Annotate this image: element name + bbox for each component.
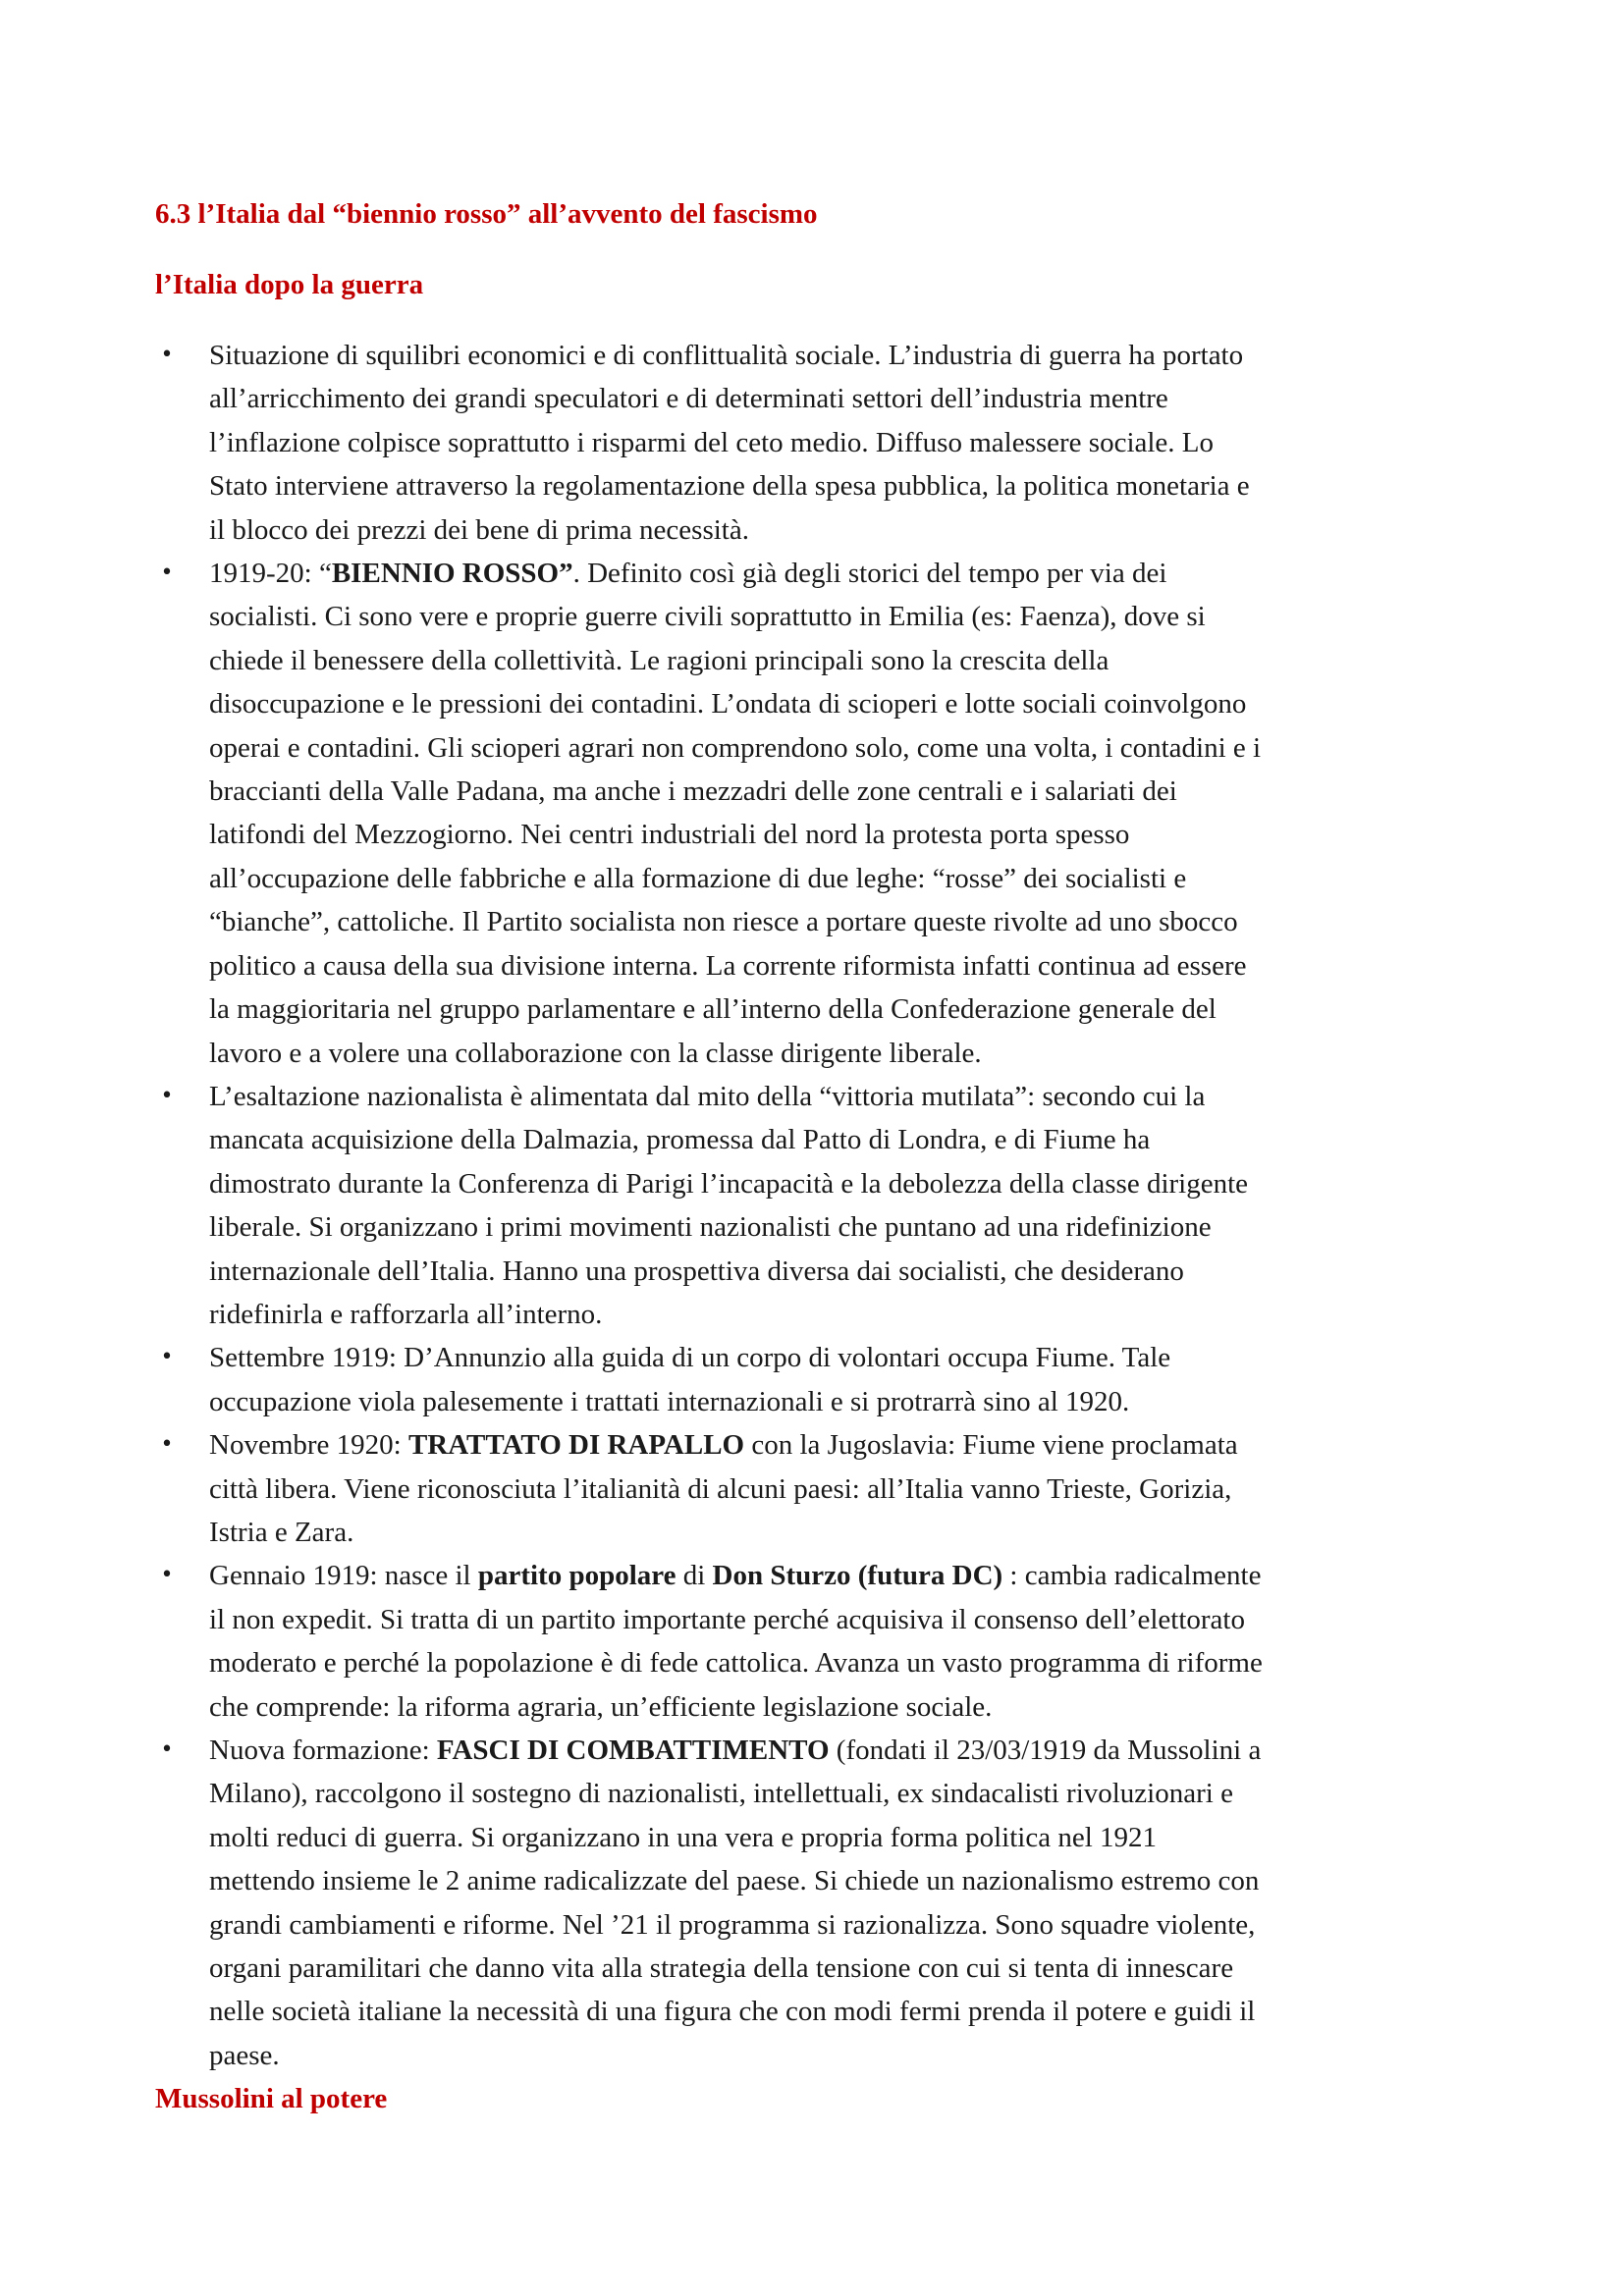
bold-term: ”	[559, 558, 573, 590]
text-fragment: ridefinirla e rafforzarla all’interno.	[209, 1298, 603, 1330]
list-item-text	[209, 334, 1486, 552]
text-fragment: occupazione viola palesemente i trattati internazionali e si protrarrà sino al 1920.	[209, 1385, 1130, 1417]
text-fragment: braccianti della Valle Padana, ma anche i mezzadri delle zone centrali e i salariati dei	[209, 775, 1177, 808]
text-fragment: Stato interviene attraverso la regolamentazione della spesa pubblica, la politica monetaria e	[209, 470, 1250, 503]
text-fragment: organi paramilitari che danno vita alla strategia della tensione con cui si tenta di innescare	[209, 1952, 1234, 1985]
text-fragment: Istria e Zara.	[209, 1516, 354, 1548]
section-heading-italia-dopo-la-guerra: l’Italia dopo la guerra	[155, 269, 424, 300]
text-fragment: Gennaio 1919: nasce il	[209, 1560, 478, 1592]
list-item	[160, 334, 1486, 552]
text-fragment: dimostrato durante la Conferenza di Parigi l’incapacità e la debolezza della classe dirigente	[209, 1167, 1249, 1200]
bold-term: BIENNIO ROSSO	[331, 558, 560, 590]
bullet-icon: •	[160, 343, 174, 367]
text-fragment: lavoro e a volere una collaborazione con la classe dirigente liberale.	[209, 1037, 982, 1069]
bullet-icon: •	[160, 1083, 174, 1108]
text-fragment: liberale. Si organizzano i primi movimenti nazionalisti che puntano ad una ridefinizione	[209, 1211, 1212, 1244]
text-fragment: nelle società italiane la necessità di una figura che con modi fermi prenda il potere e guidi il	[209, 1996, 1256, 2028]
list-item-text	[209, 1075, 1486, 1336]
text-fragment: città libera. Viene riconosciuta l’italianità di alcuni paesi: all’Italia vanno Trieste, Gorizia,	[209, 1472, 1232, 1505]
text-fragment: di	[676, 1560, 713, 1592]
bold-term: partito popolare	[477, 1560, 676, 1592]
list-item	[160, 1729, 1486, 2077]
text-fragment: socialisti. Ci sono vere e proprie guerre civili soprattutto in Emilia (es: Faenza), dove si	[209, 601, 1206, 633]
list-item-text	[209, 1423, 1486, 1554]
text-fragment: che comprende: la riforma agraria, un’efficiente legislazione sociale.	[209, 1690, 993, 1723]
text-fragment: la maggioritaria nel gruppo parlamentare e all’interno della Confederazione generale del	[209, 993, 1217, 1026]
text-fragment: grandi cambiamenti e riforme. Nel ’21 il programma si razionalizza. Sono squadre violente,	[209, 1908, 1256, 1941]
bullet-icon: •	[160, 1432, 174, 1458]
bold-term: FASCI DI COMBATTIMENTO	[436, 1735, 830, 1766]
text-fragment: disoccupazione e le pressioni dei contadini. L’ondata di scioperi e lotte sociali coinvolgono	[209, 688, 1247, 721]
text-fragment: molti reduci di guerra. Si organizzano in una vera e propria forma politica nel 1921	[209, 1821, 1158, 1853]
text-fragment: Nuova formazione:	[209, 1735, 437, 1766]
text-fragment: 1919-20: “	[209, 558, 332, 590]
list-item	[160, 1423, 1486, 1554]
text-fragment: . Definito così già degli storici del tempo per via dei	[572, 558, 1167, 590]
text-fragment: il non expedit. Si tratta di un partito importante perché acquisiva il consenso dell’elettorato	[209, 1603, 1245, 1635]
list-item-text	[209, 1729, 1486, 2077]
list-item	[160, 1554, 1486, 1729]
text-fragment: : cambia radicalmente	[1002, 1560, 1262, 1592]
list-item	[160, 552, 1486, 1075]
text-fragment: Situazione di squilibri economici e di conflittualità sociale. L’industria di guerra ha portato	[209, 340, 1244, 371]
list-item	[160, 1075, 1486, 1336]
text-fragment: l’inflazione colpisce soprattutto i risparmi del ceto medio. Diffuso malessere sociale. Lo	[209, 426, 1215, 458]
text-fragment: moderato e perché la popolazione è di fede cattolica. Avanza un vasto programma di riforme	[209, 1647, 1263, 1680]
text-fragment: politico a causa della sua divisione interna. La corrente riformista infatti continua ad essere	[209, 949, 1247, 982]
text-fragment: Settembre 1919: D’Annunzio alla guida di un corpo di volontari occupa Fiume. Tale	[209, 1342, 1171, 1374]
list-item-text	[209, 1336, 1486, 1423]
text-fragment: latifondi del Mezzogiorno. Nei centri industriali del nord la protesta porta spesso	[209, 819, 1130, 851]
text-fragment: mettendo insieme le 2 anime radicalizzate del paese. Si chiede un nazionalismo estremo con	[209, 1865, 1260, 1897]
bold-term: Don Sturzo (futura DC)	[712, 1560, 1003, 1592]
text-fragment: (fondati il 23/03/1919 da Mussolini a	[829, 1735, 1262, 1766]
bullet-icon: •	[160, 1737, 174, 1762]
text-fragment: chiede il benessere della collettività. Le ragioni principali sono la crescita della	[209, 644, 1109, 676]
text-fragment: con la Jugoslavia: Fiume viene proclamata	[744, 1429, 1238, 1462]
text-fragment: operai e contadini. Gli scioperi agrari non comprendono solo, come una volta, i contadini e i	[209, 731, 1262, 764]
bullet-icon: •	[160, 1563, 174, 1588]
list-item-text	[209, 552, 1486, 1075]
text-fragment: all’arricchimento dei grandi speculatori e di determinati settori dell’industria mentre	[209, 383, 1168, 415]
text-fragment: Novembre 1920:	[209, 1429, 408, 1462]
text-fragment: L’esaltazione nazionalista è alimentata dal mito della “vittoria mutilata”: secondo cui la	[209, 1080, 1206, 1112]
page-title: 6.3 l’Italia dal “biennio rosso” all’avvento del fascismo	[155, 198, 818, 230]
text-fragment: internazionale dell’Italia. Hanno una prospettiva diversa dai socialisti, che desiderano	[209, 1255, 1184, 1287]
list-item-text	[209, 1554, 1486, 1729]
text-fragment: “bianche”, cattoliche. Il Partito socialista non riesce a portare queste rivolte ad uno sbocco	[209, 906, 1238, 938]
bullet-icon: •	[160, 561, 174, 586]
text-fragment: il blocco dei prezzi dei bene di prima necessità.	[209, 513, 749, 546]
bold-term: TRATTATO DI RAPALLO	[407, 1429, 745, 1462]
text-fragment: mancata acquisizione della Dalmazia, promessa dal Patto di Londra, e di Fiume ha	[209, 1124, 1151, 1156]
section-heading-mussolini-al-potere: Mussolini al potere	[155, 2083, 388, 2114]
bullet-list	[160, 334, 1486, 2077]
bullet-icon: •	[160, 1345, 174, 1370]
text-fragment: Milano), raccolgono il sostegno di nazionalisti, intellettuali, ex sindacalisti rivoluzionari e	[209, 1778, 1233, 1810]
text-fragment: paese.	[209, 2039, 280, 2071]
text-fragment: all’occupazione delle fabbriche e alla formazione di due leghe: “rosse” dei socialisti e	[209, 862, 1187, 894]
list-item	[160, 1336, 1486, 1423]
